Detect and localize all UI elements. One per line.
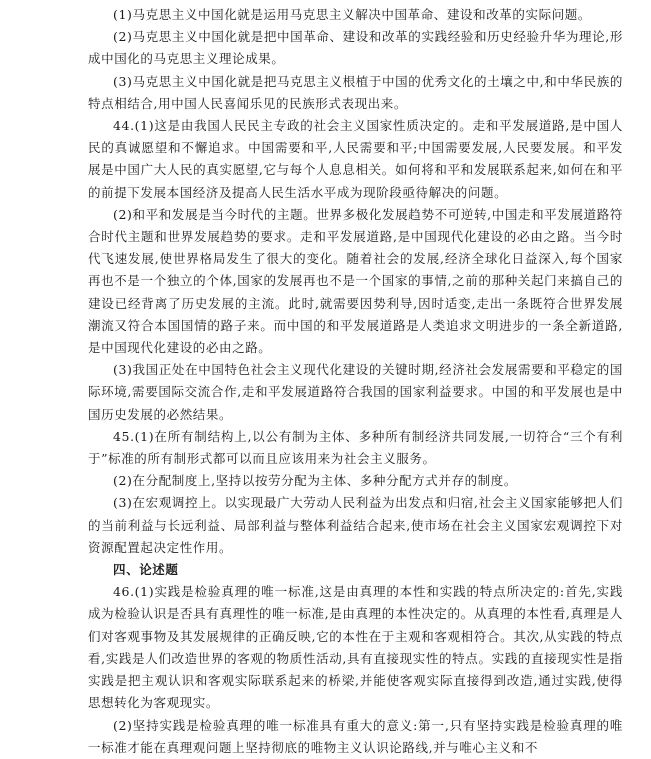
- answer-46-2: (2)坚持实践是检验真理的唯一标准具有重大的意义:第一,只有坚持实践是检验真理的唯一标准才能在真理观问题上坚持彻底的唯物主义认识论路线,并与唯心主义和不: [88, 717, 623, 755]
- answer-43-3: (3)马克思主义中国化就是把马克思主义根植于中国的优秀文化的土壤之中,和中华民族的特点相结合,用中国人民喜闻乐见的民族形式表现出来。: [88, 73, 623, 111]
- answer-44-2: (2)和平和发展是当今时代的主题。世界多极化发展趋势不可逆转,中国走和平发展道路符合时代主题和世界发展趋势的要求。走和平发展道路,是中国现代化建设的必由之路。当今时代飞速发展,使世界格局发生了很大的变化。随着社会的发展,经济全球化日益深入,每个国家再也不是一个独立的个体,国家的发展再也不是一个国家的事情,之前的那种关起门来搞自己的建设已经背离了历史发展的主流。此时,就需要因势利导,因时适变,走出一条既符合世界发展潮流又符合本国国情的路子来。而中国的和平发展道路是人类追求文明进步的一条全新道路,是中国现代化建设的必由之路。: [88, 206, 623, 356]
- answer-44-3: (3)我国正处在中国特色社会主义现代化建设的关键时期,经济社会发展需要和平稳定的国际环境,需要国际交流合作,走和平发展道路符合我国的国家利益要求。中国的和平发展也是中国历史发展的必然结果。: [88, 362, 623, 422]
- section-heading: 四、论述题: [113, 562, 179, 578]
- answer-43-1: (1)马克思主义中国化就是运用马克思主义解决中国革命、建设和改革的实际问题。: [113, 7, 592, 22]
- answer-45-2: (2)在分配制度上,坚持以按劳分配为主体、多种分配方式并存的制度。: [113, 473, 517, 489]
- answer-45-1: 45.(1)在所有制结构上,以公有制为主体、多种所有制经济共同发展,一切符合“三个有利于”标准的所有制形式都可以而且应该用来为社会主义服务。: [88, 428, 623, 467]
- answer-43-2: (2)马克思主义中国化就是把中国革命、建设和改革的实践经验和历史经验升华为理论,形成中国化的马克思主义理论成果。: [88, 29, 623, 67]
- answer-45-3: (3)在宏观调控上。以实现最广大劳动人民利益为出发点和归宿,社会主义国家能够把人们的当前利益与长远利益、局部利益与整体利益结合起来,使市场在社会主义国家宏观调控下对资源配置起决定性作用。: [88, 495, 623, 555]
- answer-44-1: 44.(1)这是由我国人民民主专政的社会主义国家性质决定的。走和平发展道路,是中国人民的真诚愿望和不懈追求。中国需要和平,人民需要和平;中国需要发展,人民要发展。和平发展是中国广大人民的真实愿望,它与每个人息息相关。如何将和平和发展联系起来,如何在和平的前提下发展本国经济及提高人民生活水平成为现阶段亟待解决的问题。: [88, 118, 623, 200]
- answer-46-1: 46.(1)实践是检验真理的唯一标准,这是由真理的本性和实践的特点所决定的:首先,实践成为检验认识是否具有真理性的唯一标准,是由真理的本性决定的。从真理的本性看,真理是人们对客观事物及其发展规律的正确反映,它的本性在于主观和客观相符合。其次,从实践的特点看,实践是人们改造世界的客观的物质性活动,具有直接现实性的特点。实践的直接现实性是指实践是把主观认识和客观实际联系起来的桥梁,并能使客观实际直接得到改造,通过实践,使得思想转化为客观现实。: [88, 584, 623, 711]
